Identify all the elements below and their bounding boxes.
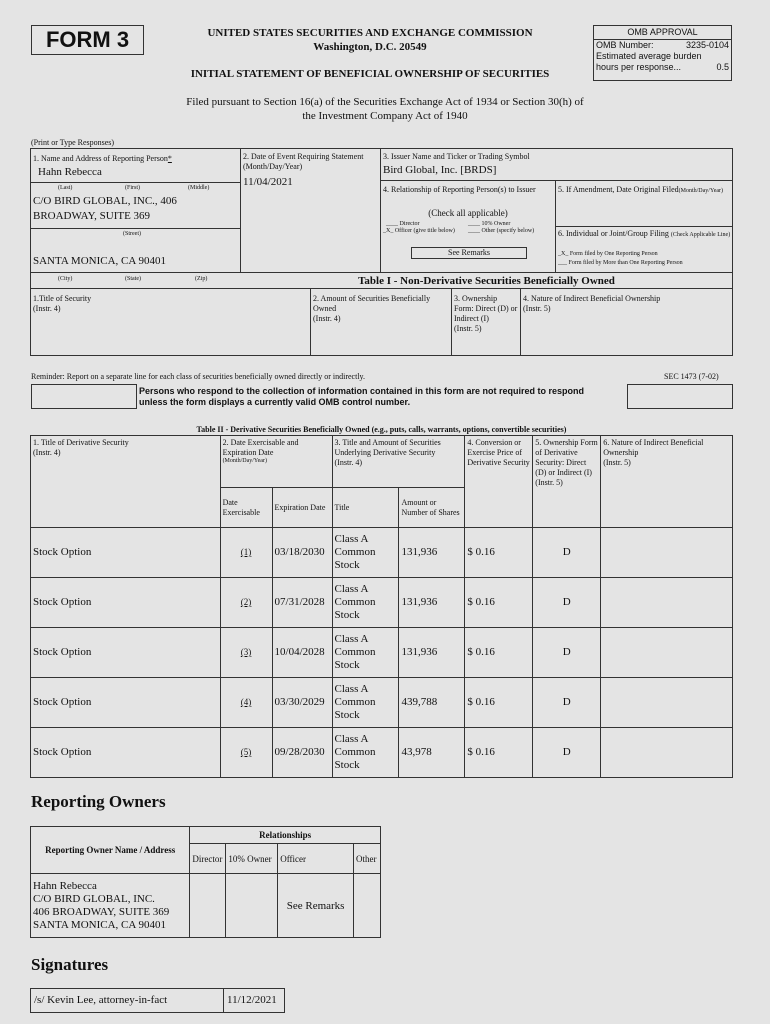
t2-sub-title: Title xyxy=(332,488,399,528)
derivative-row xyxy=(31,528,733,578)
relationships-header: Relationships xyxy=(190,827,381,844)
row-exercisable-footnote xyxy=(220,628,272,678)
see-remarks-box: See Remarks xyxy=(411,247,527,259)
owner-other-header: Other xyxy=(353,844,380,874)
owner-ten-pct-header: 10% Owner xyxy=(226,844,278,874)
t2-h6: 6. Nature of Indirect Beneficial Ownership (Instr. 5) xyxy=(601,436,733,528)
footnote-link[interactable]: (4) xyxy=(240,697,252,707)
reminder-text: Reminder: Report on a separate line for each class of securities beneficially owned directly or indirectly. xyxy=(31,372,366,381)
row-nature xyxy=(601,728,733,778)
state-label: (State) xyxy=(125,276,141,282)
table2-title: Table II - Derivative Securities Beneficially Owned (e.g., puts, calls, warrants, options, convertible securities) xyxy=(196,425,567,434)
owner-officer-value: See Remarks xyxy=(278,874,354,938)
owner-ten-pct-value xyxy=(226,874,278,938)
owner-other-value xyxy=(353,874,380,938)
event-date: 11/04/2021 xyxy=(243,176,293,188)
omb-hours-label: hours per response... xyxy=(596,62,682,72)
row-nature xyxy=(601,578,733,628)
row-amount: 43,978 xyxy=(399,728,465,778)
signature-box xyxy=(30,988,224,1013)
row-security: Stock Option xyxy=(31,578,221,628)
signer-name: /s/ Kevin Lee, attorney-in-fact xyxy=(34,994,168,1006)
commission-location: Washington, D.C. 20549 xyxy=(313,41,427,53)
derivative-row xyxy=(31,628,733,678)
derivative-row xyxy=(31,728,733,778)
relationship-options: ____ Director ____ 10% Owner _X_ Officer (give title below) ____ Other (specify below) xyxy=(383,221,535,234)
t2-sub-amount: Amount or Number of Shares xyxy=(399,488,465,528)
filed-pursuant-1: Filed pursuant to Section 16(a) of the Securities Exchange Act of 1934 or Section 30(h) of xyxy=(186,96,584,108)
table1-col4: 4. Nature of Indirect Beneficial Ownership (Instr. 5) xyxy=(523,294,661,313)
omb-approval-box xyxy=(593,25,732,81)
row-ownership-form: D xyxy=(533,728,601,778)
middle-label: (Middle) xyxy=(188,185,210,191)
signatures-heading: Signatures xyxy=(31,955,109,974)
footnote-link[interactable]: (3) xyxy=(240,647,252,657)
t2-h3: 3. Title and Amount of Securities Underlying Derivative Security (Instr. 4) xyxy=(332,436,465,488)
reporter-address-1: C/O BIRD GLOBAL, INC., 406 xyxy=(33,195,177,207)
row-expiration: 03/30/2029 xyxy=(272,678,332,728)
row-amount: 131,936 xyxy=(399,628,465,678)
last-label: (Last) xyxy=(58,185,73,191)
street-label: (Street) xyxy=(123,231,141,237)
filing-label: 6. Individual or Joint/Group Filing (Check Applicable Line) xyxy=(558,229,731,238)
reporter-label: 1. Name and Address of Reporting Person* xyxy=(33,154,172,163)
amendment-label: 5. If Amendment, Date Original Filed(Month/Day/Year) xyxy=(558,185,724,194)
row-exercisable-footnote xyxy=(220,578,272,628)
event-date-label: 2. Date of Event Requiring Statement (Month/Day/Year) xyxy=(243,152,364,171)
row-exercisable-footnote xyxy=(220,728,272,778)
row-exercisable-footnote xyxy=(220,528,272,578)
row-expiration: 07/31/2028 xyxy=(272,578,332,628)
row-price: $ 0.16 xyxy=(465,628,533,678)
footnote-link[interactable]: (5) xyxy=(240,747,252,757)
t2-sub-exp: Expiration Date xyxy=(272,488,332,528)
derivative-row xyxy=(31,578,733,628)
reporter-address-2: BROADWAY, SUITE 369 xyxy=(33,210,151,222)
row-security: Stock Option xyxy=(31,628,221,678)
print-type-note: (Print or Type Responses) xyxy=(31,138,115,147)
row-ownership-form: D xyxy=(533,578,601,628)
row-price: $ 0.16 xyxy=(465,528,533,578)
check-all-label: (Check all applicable) xyxy=(428,208,508,218)
derivative-table xyxy=(30,435,733,778)
row-amount: 439,788 xyxy=(399,678,465,728)
row-price: $ 0.16 xyxy=(465,578,533,628)
row-security: Stock Option xyxy=(31,678,221,728)
row-expiration: 09/28/2030 xyxy=(272,728,332,778)
reminder-right-box xyxy=(627,384,733,409)
row-price: $ 0.16 xyxy=(465,678,533,728)
omb-number-label: OMB Number: xyxy=(596,40,654,50)
reporter-name: Hahn Rebecca xyxy=(38,166,102,178)
row-ownership-form: D xyxy=(533,678,601,728)
omb-hours: 0.5 xyxy=(716,62,729,72)
row-nature xyxy=(601,528,733,578)
table1-title: Table I - Non-Derivative Securities Beneficially Owned xyxy=(358,275,615,287)
row-nature xyxy=(601,628,733,678)
footnote-link[interactable]: (1) xyxy=(240,547,252,557)
footnote-link[interactable]: (2) xyxy=(240,597,252,607)
t2-sub-date-ex: Date Exercisable xyxy=(220,488,272,528)
row-security: Stock Option xyxy=(31,528,221,578)
reporting-owners-table xyxy=(30,826,381,938)
row-exercisable-footnote xyxy=(220,678,272,728)
reminder-left-box xyxy=(31,384,137,409)
t2-h1: 1. Title of Derivative Security (Instr. 4) xyxy=(31,436,221,528)
t2-h5: 5. Ownership Form of Derivative Security: Direct (D) or Indirect (I) (Instr. 5) xyxy=(533,436,601,528)
reporter-city-line: SANTA MONICA, CA 90401 xyxy=(33,255,166,267)
table1-col3: 3. Ownership Form: Direct (D) or Indirect (I) (Instr. 5) xyxy=(454,294,518,333)
statement-title: INITIAL STATEMENT OF BENEFICIAL OWNERSHIP OF SECURITIES xyxy=(190,68,550,80)
owner-name-header: Reporting Owner Name / Address xyxy=(31,827,190,874)
reporting-owners-heading: Reporting Owners xyxy=(31,792,166,811)
owner-name-address: Hahn Rebecca C/O BIRD GLOBAL, INC. 406 BROADWAY, SUITE 369 SANTA MONICA, CA 90401 xyxy=(31,874,190,938)
owner-director-header: Director xyxy=(190,844,226,874)
row-security: Stock Option xyxy=(31,728,221,778)
omb-number: 3235-0104 xyxy=(685,40,729,50)
relationship-label: 4. Relationship of Reporting Person(s) to Issuer xyxy=(383,185,536,194)
issuer-name: Bird Global, Inc. [BRDS] xyxy=(383,164,497,176)
row-amount: 131,936 xyxy=(399,528,465,578)
row-title: Class A Common Stock xyxy=(332,678,399,728)
row-title: Class A Common Stock xyxy=(332,728,399,778)
t2-h4: 4. Conversion or Exercise Price of Derivative Security xyxy=(465,436,533,528)
row-title: Class A Common Stock xyxy=(332,628,399,678)
row-price: $ 0.16 xyxy=(465,728,533,778)
table1-col1: 1.Title of Security (Instr. 4) xyxy=(33,294,92,313)
commission-name: UNITED STATES SECURITIES AND EXCHANGE COMMISSION xyxy=(207,27,533,39)
signature-date: 11/12/2021 xyxy=(227,994,277,1006)
row-title: Class A Common Stock xyxy=(332,578,399,628)
issuer-label: 3. Issuer Name and Ticker or Trading Symbol xyxy=(383,152,530,161)
owner-director-value xyxy=(190,874,226,938)
city-label: (City) xyxy=(58,276,73,282)
t2-h2: 2. Date Exercisable and Expiration Date (Month/Day/Year) xyxy=(220,436,332,488)
zip-label: (Zip) xyxy=(195,276,208,282)
filing-more-person: ___ Form filed by More than One Reporting Person xyxy=(558,260,683,266)
filed-pursuant-2: the Investment Company Act of 1940 xyxy=(302,110,468,122)
sec-number: SEC 1473 (7-02) xyxy=(664,372,719,381)
row-title: Class A Common Stock xyxy=(332,528,399,578)
row-expiration: 10/04/2028 xyxy=(272,628,332,678)
row-expiration: 03/18/2030 xyxy=(272,528,332,578)
first-label: (First) xyxy=(125,185,140,191)
derivative-row xyxy=(31,678,733,728)
table1-col2: 2. Amount of Securities Beneficially Owned (Instr. 4) xyxy=(313,294,431,323)
form-title-box xyxy=(31,25,144,55)
row-ownership-form: D xyxy=(533,528,601,578)
row-ownership-form: D xyxy=(533,628,601,678)
form-title: FORM 3 xyxy=(45,27,130,52)
filing-one-person: _X_ Form filed by One Reporting Person xyxy=(558,251,658,257)
row-amount: 131,936 xyxy=(399,578,465,628)
omb-title: OMB APPROVAL xyxy=(594,26,731,40)
omb-notice: Persons who respond to the collection of information contained in this form are not required to respond unless the form displays a currently valid OMB control number. xyxy=(139,386,585,407)
owner-officer-header: Officer xyxy=(278,844,354,874)
omb-burden-label: Estimated average burden xyxy=(596,51,702,61)
row-nature xyxy=(601,678,733,728)
signature-date-box xyxy=(223,988,285,1013)
